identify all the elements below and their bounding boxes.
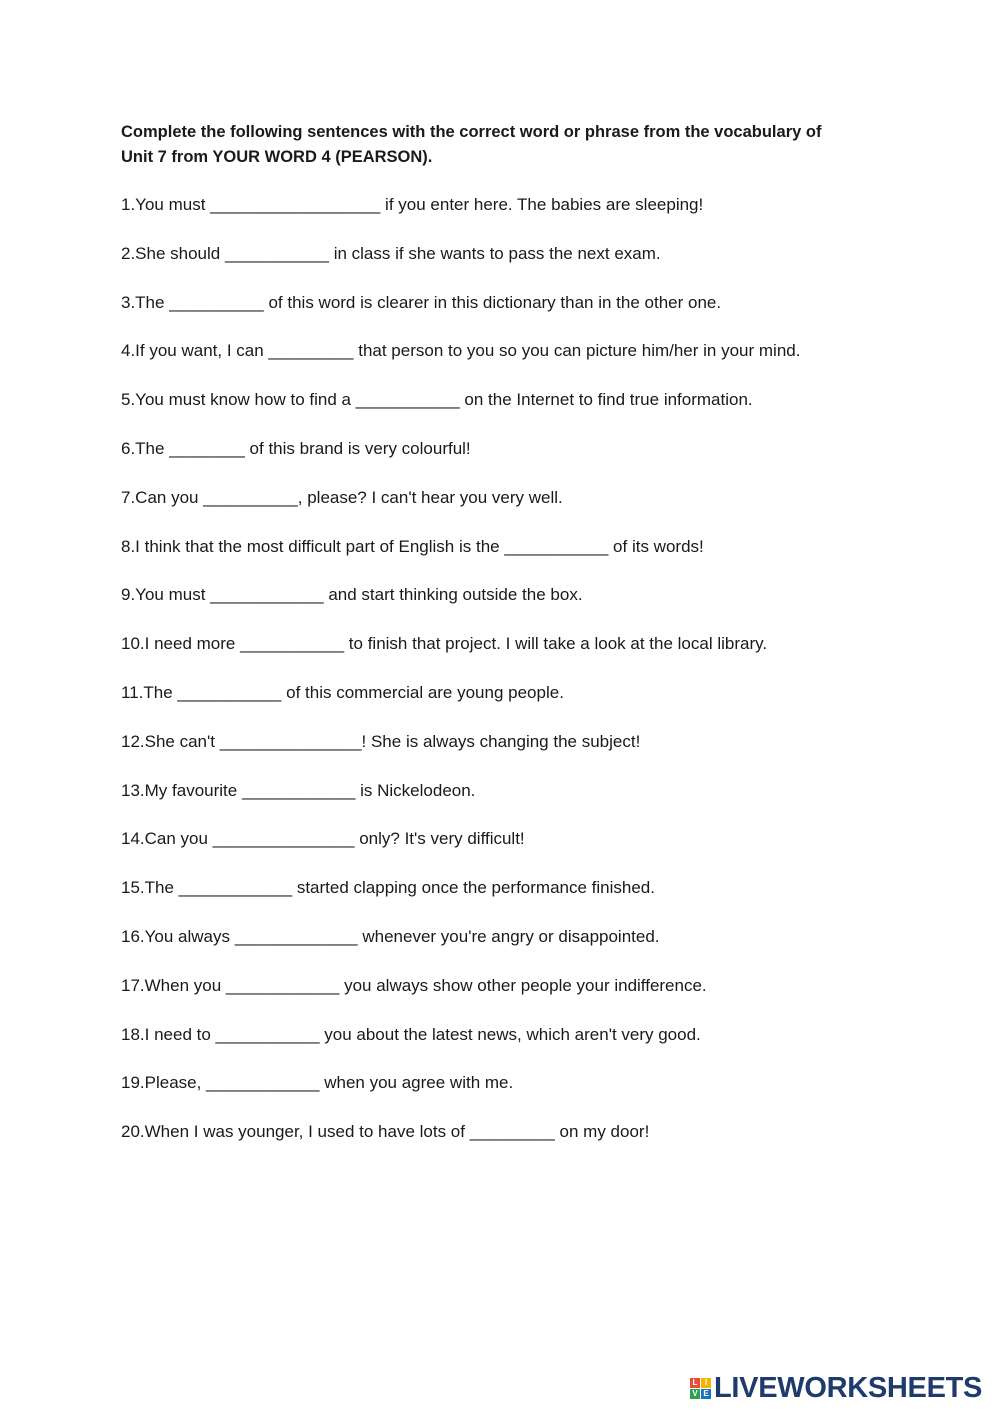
question-4: 4.If you want, I can _________ that person to you so you can picture him/her in your mind. — [121, 341, 801, 361]
question-14: 14.Can you _______________ only? It's very difficult! — [121, 829, 525, 849]
logo-tile-l: L — [690, 1378, 700, 1388]
liveworksheets-logo-icon — [690, 1378, 711, 1399]
question-9: 9.You must ____________ and start thinking outside the box. — [121, 585, 583, 605]
question-18: 18.I need to ___________ you about the latest news, which aren't very good. — [121, 1024, 701, 1044]
question-11: 11.The ___________ of this commercial are young people. — [121, 682, 564, 702]
question-3: 3.The __________ of this word is clearer in this dictionary than in the other one. — [121, 292, 722, 312]
logo-tile-i: I — [701, 1378, 711, 1388]
question-5: 5.You must know how to find a ___________ on the Internet to find true information. — [121, 390, 753, 410]
liveworksheets-wordmark: LIVEWORKSHEETS — [714, 1372, 983, 1404]
question-19: 19.Please, ____________ when you agree with me. — [121, 1073, 514, 1093]
question-17: 17.When you ____________ you always show other people your indifference. — [121, 975, 707, 995]
question-6: 6.The ________ of this brand is very colourful! — [121, 438, 471, 458]
question-20: 20.When I was younger, I used to have lots of _________ on my door! — [121, 1122, 650, 1142]
question-16: 16.You always _____________ whenever you're angry or disappointed. — [121, 926, 660, 946]
question-1: 1.You must __________________ if you enter here. The babies are sleeping! — [121, 195, 704, 214]
question-12: 12.She can't _______________! She is always changing the subject! — [121, 731, 641, 751]
logo-tile-v: V — [690, 1389, 700, 1399]
instructions-heading: Complete the following sentences with the correct word or phrase from the vocabulary of Unit 7 from YOUR WORD 4 (PEARSON). — [121, 123, 822, 166]
question-list — [121, 191, 800, 1167]
question-13: 13.My favourite ____________ is Nickelodeon. — [121, 780, 476, 800]
question-15: 15.The ____________ started clapping once the performance finished. — [121, 878, 655, 898]
liveworksheets-logo — [690, 1373, 982, 1403]
logo-tile-e: E — [701, 1389, 711, 1399]
question-7: 7.Can you __________, please? I can't hear you very well. — [121, 487, 563, 507]
question-8: 8.I think that the most difficult part of English is the ___________ of its words! — [121, 536, 704, 556]
question-2: 2.She should ___________ in class if she wants to pass the next exam. — [121, 243, 661, 263]
question-10: 10.I need more ___________ to finish that project. I will take a look at the local library. — [121, 634, 768, 654]
